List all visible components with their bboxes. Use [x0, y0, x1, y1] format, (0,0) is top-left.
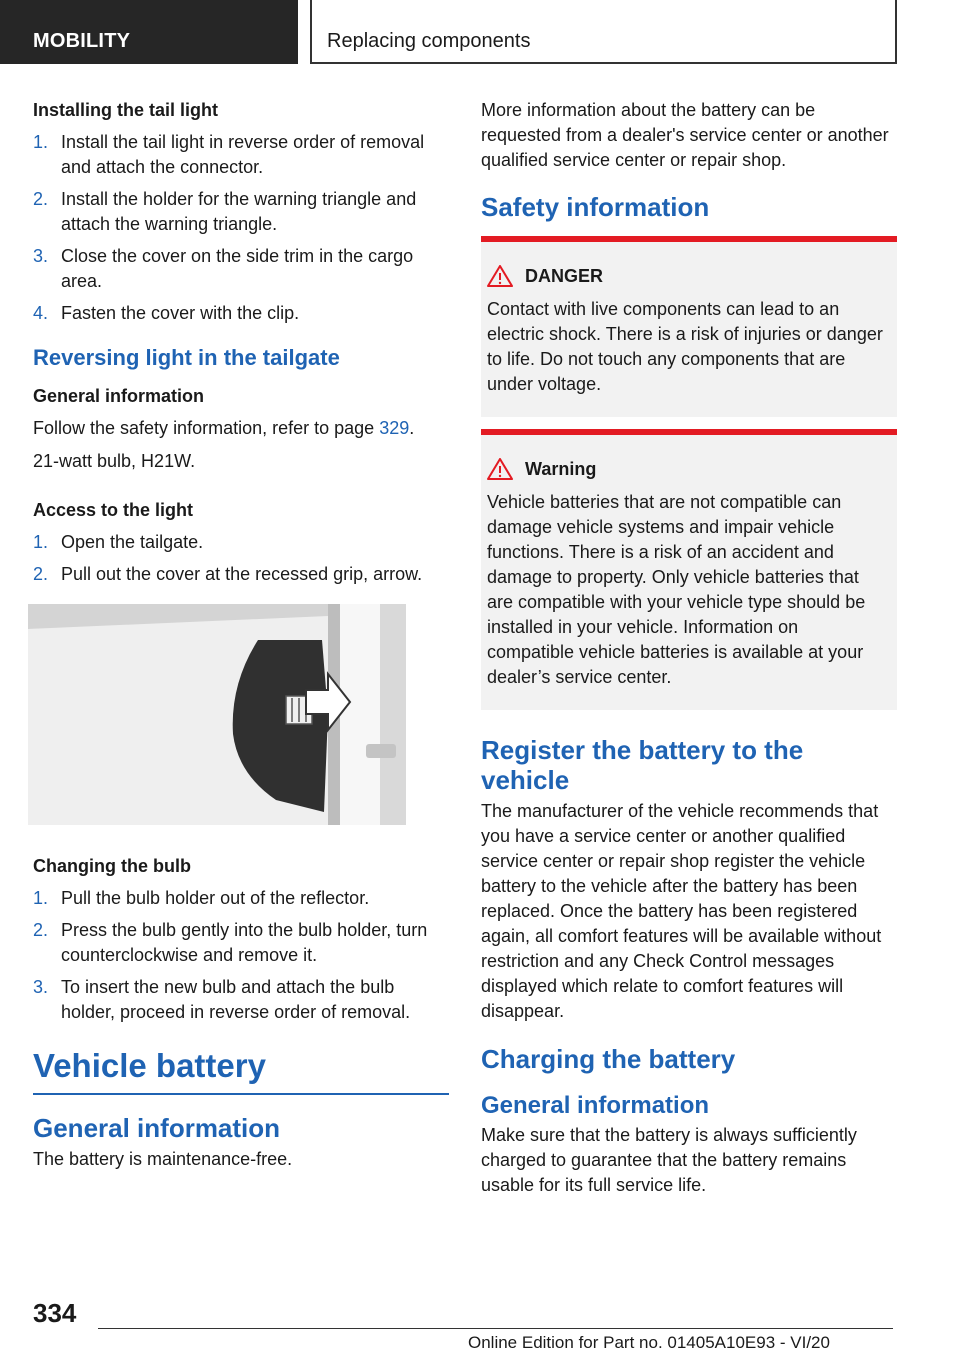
charging-general-heading: General information	[481, 1092, 710, 1119]
warning-title-row	[487, 457, 889, 482]
reversing-light-heading: Reversing light in the tailgate	[33, 345, 340, 370]
danger-box	[481, 236, 897, 417]
changing-heading: Changing the bulb	[33, 856, 191, 876]
footer-rule	[98, 1328, 893, 1329]
heading-rule	[33, 1093, 449, 1095]
warning-box	[481, 429, 897, 710]
register-heading: Register the battery to the vehicle	[481, 735, 804, 795]
install-step: 2. Install the holder for the warning triangle and attach the warning triangle.	[33, 189, 417, 234]
section-label: MOBILITY	[33, 30, 131, 52]
register-text: The manufacturer of the vehicle recommends that you have a service center or another qualified service center or repair shop register the vehicle battery to the vehicle after the battery has been replaced. Once the battery has been registered again, all comfort features will be available without restriction and any Check Control messages displayed which relate to comfort features will disappear.	[481, 801, 882, 1021]
install-step: 1. Install the tail light in reverse order of removal and attach the connector.	[33, 132, 425, 177]
right-column	[481, 98, 897, 1198]
general-info-heading: General information	[33, 386, 205, 406]
access-step: 2. Pull out the cover at the recessed grip, arrow.	[33, 564, 423, 584]
access-step: 1. Open the tailgate.	[33, 532, 204, 552]
more-info-text: More information about the battery can be requested from a dealer's service center or another qualified service center or repair shop.	[481, 100, 889, 170]
page-link[interactable]: 329	[379, 418, 410, 438]
changing-step: 2. Press the bulb gently into the bulb holder, turn counterclockwise and remove it.	[33, 920, 428, 965]
charging-heading: Charging the battery	[481, 1044, 736, 1074]
charging-text: Make sure that the battery is always sufficiently charged to guarantee that the battery remains usable for its full service life.	[481, 1125, 857, 1195]
vehicle-battery-heading: Vehicle battery	[33, 1047, 266, 1084]
warning-title: Warning	[525, 459, 597, 479]
access-heading: Access to the light	[33, 500, 194, 520]
battery-general-heading: General information	[33, 1113, 281, 1143]
danger-title: DANGER	[525, 266, 604, 286]
section-tab	[0, 0, 298, 64]
safety-heading: Safety information	[481, 192, 710, 222]
page-number: 334	[33, 1298, 77, 1328]
left-column	[33, 98, 449, 1172]
safety-reference: Follow the safety information, refer to page 329.	[33, 418, 415, 438]
warning-triangle-icon	[487, 265, 513, 287]
changing-step: 3. To insert the new bulb and attach the bulb holder, proceed in reverse order of removal.	[33, 977, 411, 1022]
chapter-tab	[310, 0, 897, 64]
chapter-label: Replacing components	[327, 30, 531, 52]
install-heading: Installing the tail light	[33, 100, 219, 120]
danger-title-row	[487, 264, 889, 289]
battery-general-text: The battery is maintenance-free.	[33, 1149, 293, 1169]
changing-step: 1. Pull the bulb holder out of the reflector.	[33, 888, 370, 908]
danger-text: Contact with live components can lead to an electric shock. There is a risk of injuries or danger to life. Do not touch any components that are under voltage.	[487, 299, 883, 394]
warning-text: Vehicle batteries that are not compatible can damage vehicle systems and impair vehicle functions. There is a risk of an accident and damage to property. Only vehicle batteries that are compatible with your vehicle type should be installed in your vehicle. Information on compatible vehicle batteries is available at your dealer’s service center.	[487, 492, 866, 687]
install-step: 3. Close the cover on the side trim in the cargo area.	[33, 246, 414, 291]
bulb-spec: 21-watt bulb, H21W.	[33, 451, 196, 471]
warning-triangle-icon	[487, 458, 513, 480]
tailgate-photo	[28, 604, 406, 825]
edition-text: Online Edition for Part no. 01405A10E93 - VI/20	[468, 1333, 830, 1352]
tailgate-illustration	[28, 604, 406, 825]
install-step: 4. Fasten the cover with the clip.	[33, 303, 300, 323]
